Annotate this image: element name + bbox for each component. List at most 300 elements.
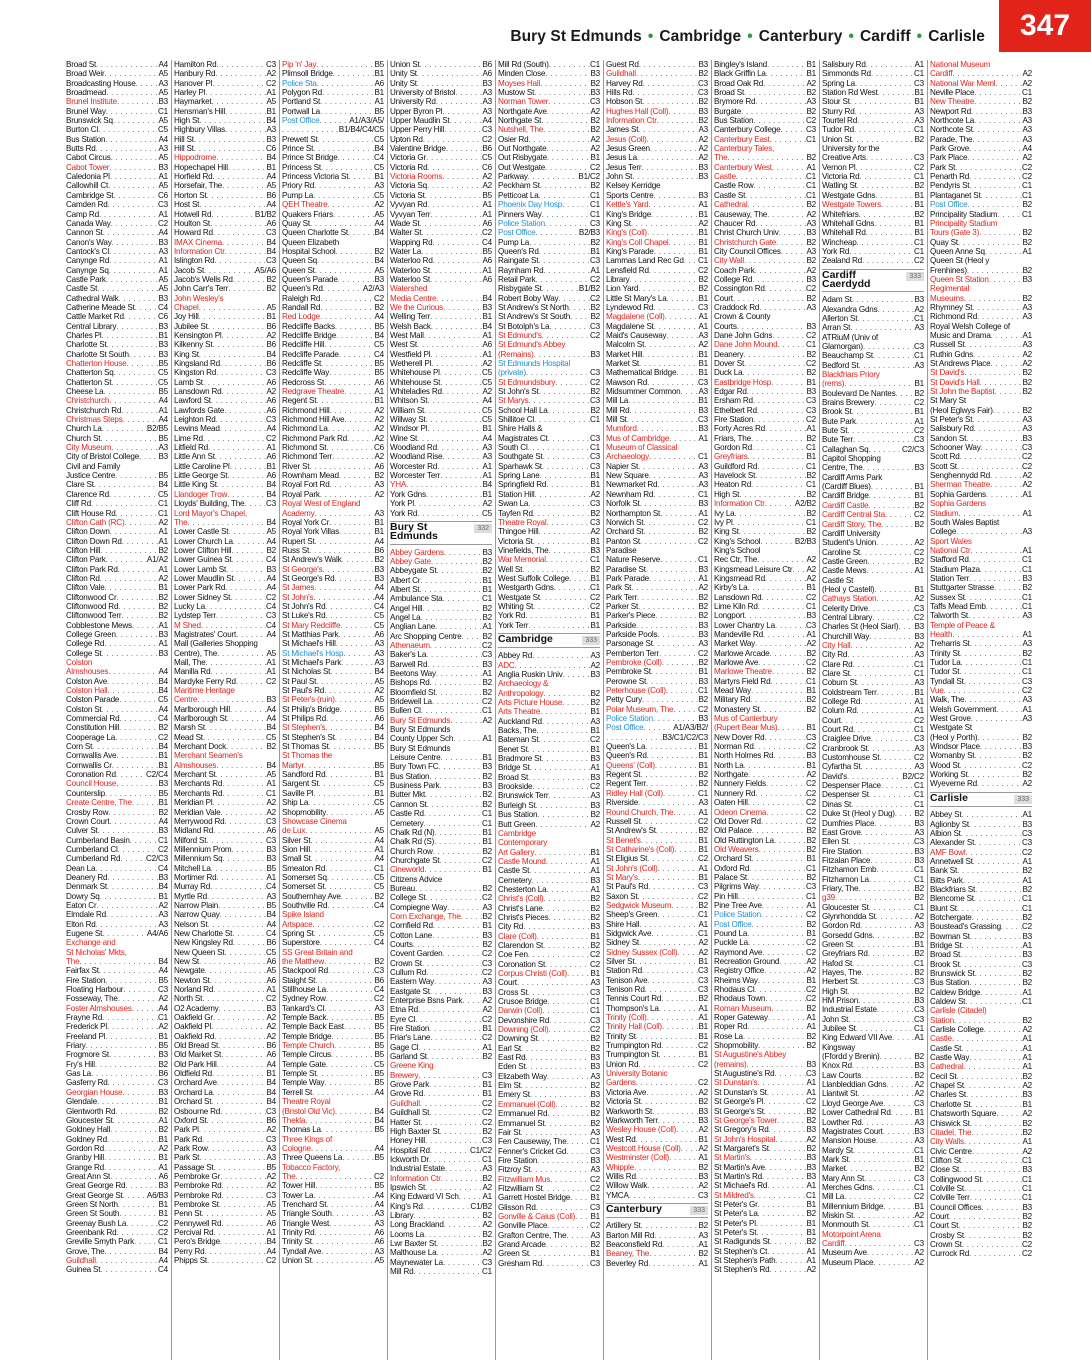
grid-reference: A5 <box>374 695 384 705</box>
entry-name: King's (Coll) <box>606 228 647 238</box>
index-entry <box>714 1237 816 1246</box>
index-entry <box>714 1032 816 1041</box>
entry-name: Station Rd West <box>822 88 878 98</box>
leader-dots <box>331 1032 374 1041</box>
leader-dots <box>339 471 375 480</box>
index-entry <box>174 854 276 863</box>
leader-dots <box>847 772 902 781</box>
entry-name: Industrial Estate <box>822 1005 877 1015</box>
index-entry <box>606 312 708 321</box>
leader-dots <box>419 219 482 228</box>
grid-reference: C2 <box>590 592 600 602</box>
leader-dots <box>530 1090 591 1099</box>
entry-name: Quakers Friars <box>282 209 333 219</box>
leader-dots <box>648 882 698 891</box>
index-entry <box>66 1200 168 1209</box>
leader-dots <box>647 135 699 144</box>
leader-dots <box>736 172 806 181</box>
grid-reference: B1 <box>158 891 168 901</box>
entry-name: Rose La <box>714 1031 743 1041</box>
entry-name: Bus Station <box>714 116 754 126</box>
leader-dots <box>764 1107 807 1116</box>
entry-name: National War Meml <box>930 78 996 88</box>
entry-name: (Ffordd y Brenin) <box>822 1052 880 1062</box>
entry-name: Pembroke Gr <box>174 1171 221 1181</box>
leader-dots <box>541 754 590 763</box>
grid-reference: B2 <box>698 1162 708 1172</box>
leader-dots <box>230 705 266 714</box>
leader-dots <box>430 1033 482 1042</box>
leader-dots <box>424 406 482 415</box>
grid-reference: A1 <box>158 405 168 415</box>
index-entry <box>390 116 492 125</box>
index-entry <box>498 509 600 518</box>
index-entry <box>606 798 708 807</box>
entry-name: Zealand Rd <box>822 256 863 266</box>
entry-name: St Edmund's Abbey <box>498 340 566 350</box>
grid-reference: B2 <box>1022 237 1032 247</box>
entry-name: Cathedral <box>930 1062 964 1072</box>
grid-reference: B2 <box>158 1059 168 1069</box>
index-entry <box>606 948 708 957</box>
index-entry <box>282 1163 384 1172</box>
entry-name: Cliff Rd <box>66 499 91 509</box>
index-entry <box>282 163 384 172</box>
grid-reference: B1 <box>374 88 384 98</box>
index-entry <box>930 810 1032 819</box>
leader-dots <box>963 1062 1022 1071</box>
leader-dots <box>761 817 806 826</box>
index-entry <box>714 1060 816 1069</box>
grid-reference: A1 <box>698 807 708 817</box>
entry-name: Chapel St <box>930 1081 964 1091</box>
index-entry <box>606 350 708 359</box>
grid-reference: B2 <box>914 1052 924 1062</box>
index-entry <box>498 88 600 97</box>
index-entry <box>714 1013 816 1022</box>
grid-reference: C2 <box>482 1033 492 1043</box>
index-entry <box>606 303 708 312</box>
grid-reference: A4 <box>266 200 276 210</box>
grid-reference: C3 <box>914 435 924 445</box>
entry-name: Silver St <box>606 957 635 966</box>
leader-dots <box>767 1181 806 1190</box>
leader-dots <box>766 779 806 788</box>
grid-reference: B3 <box>1022 433 1032 443</box>
grid-reference: C2 <box>482 968 492 977</box>
grid-reference: C5 <box>374 872 384 882</box>
index-entry <box>714 79 816 88</box>
grid-reference: B2 <box>698 695 708 705</box>
running-head-towns <box>510 28 985 46</box>
leader-dots <box>320 312 374 321</box>
index-entry <box>714 172 816 181</box>
entry-name: Museum Ave <box>822 1248 867 1258</box>
index-entry <box>174 1219 276 1228</box>
grid-reference: A2 <box>914 1080 924 1090</box>
leader-dots <box>447 903 482 912</box>
index-entry <box>930 978 1032 987</box>
grid-reference: A1 <box>698 321 708 331</box>
entry-name: Northgate <box>714 770 748 780</box>
leader-dots <box>566 1147 590 1156</box>
entry-name: Grafton Centre, The <box>498 1230 567 1240</box>
index-entry <box>714 667 816 676</box>
index-entry <box>930 499 1032 508</box>
index-entry <box>390 1071 492 1080</box>
entry-name: Fitzroy St <box>498 1165 531 1175</box>
entry-name: St John's Rd <box>282 601 326 611</box>
grid-reference: A2 <box>806 770 816 780</box>
grid-reference: A1 <box>1022 1062 1032 1072</box>
grid-reference: A1/A2 <box>146 555 168 565</box>
leader-dots <box>881 200 914 209</box>
index-entry <box>822 1089 924 1098</box>
leader-dots <box>536 1203 590 1212</box>
leader-dots <box>658 1116 699 1125</box>
leader-dots <box>222 181 266 190</box>
index-entry <box>822 60 924 69</box>
index-entry <box>822 305 924 314</box>
grid-reference: B2 <box>590 810 600 820</box>
leader-dots <box>751 920 806 929</box>
index-entry <box>282 1256 384 1265</box>
index-entry <box>606 966 708 975</box>
index-entry <box>822 529 924 538</box>
grid-reference: C2 <box>158 1227 168 1237</box>
index-entry <box>714 948 816 957</box>
entry-name: Museum Place <box>822 1257 874 1267</box>
grid-reference: B4 <box>374 144 384 154</box>
index-entry <box>606 845 708 854</box>
grid-reference: C3 <box>266 368 276 378</box>
index-entry <box>606 714 708 723</box>
index-entry <box>498 565 600 574</box>
grid-reference: A3 <box>698 461 708 471</box>
index-entry <box>66 247 168 256</box>
entry-name: Corn St <box>66 742 93 752</box>
index-entry <box>498 415 600 424</box>
leader-dots <box>335 574 375 583</box>
grid-reference: C2 <box>914 1192 924 1202</box>
leader-dots <box>205 966 267 975</box>
index-entry <box>714 555 816 564</box>
leader-dots <box>649 452 698 461</box>
index-entry <box>822 1248 924 1257</box>
grid-reference: A2 <box>590 106 600 116</box>
leader-dots <box>430 266 483 275</box>
leader-dots <box>868 1220 914 1229</box>
grid-reference: B2 <box>158 611 168 621</box>
index-entry <box>822 417 924 426</box>
leader-dots <box>858 884 914 893</box>
index-entry <box>606 116 708 125</box>
entry-name: Old Ruttington La <box>714 835 774 845</box>
index-entry <box>714 583 816 592</box>
grid-reference: C2 <box>806 284 816 294</box>
leader-dots <box>874 819 914 828</box>
leader-dots <box>662 658 699 667</box>
entry-name: Richmond La <box>282 424 328 434</box>
grid-reference: B3 <box>914 855 924 865</box>
leader-dots <box>202 994 266 1003</box>
index-entry <box>174 125 276 134</box>
index-entry <box>498 1044 600 1053</box>
grid-reference: C2 <box>590 162 600 172</box>
grid-reference: B1/B4/C4/C5 <box>338 125 384 135</box>
leader-dots <box>107 873 158 882</box>
index-entry <box>822 407 924 416</box>
index-entry <box>282 424 384 433</box>
entry-name: St James <box>282 583 315 593</box>
index-entry <box>390 200 492 209</box>
leader-dots <box>123 415 159 424</box>
entry-name: Arts Theatre <box>498 707 541 717</box>
grid-reference: B4 <box>266 480 276 490</box>
leader-dots <box>869 875 914 884</box>
grid-reference: A2 <box>806 209 816 219</box>
entry-name: Information Ctr <box>714 499 765 509</box>
leader-dots <box>544 894 591 903</box>
grid-reference: B2 <box>914 134 924 144</box>
leader-dots <box>309 462 374 471</box>
grid-reference: A3 <box>590 791 600 801</box>
entry-name: Chatterton House <box>66 359 127 368</box>
leader-dots <box>106 910 158 919</box>
grid-reference: C1 <box>1022 658 1032 667</box>
leader-dots <box>324 957 374 966</box>
entry-name: Cornfield Rd <box>390 921 433 931</box>
index-entry <box>822 107 924 116</box>
leader-dots <box>886 1080 914 1089</box>
index-entry <box>498 331 600 340</box>
leader-dots <box>315 1181 374 1190</box>
leader-dots <box>116 779 158 788</box>
grid-reference: B2 <box>590 312 600 322</box>
leader-dots <box>667 294 699 303</box>
grid-reference: C2 <box>266 1256 276 1265</box>
leader-dots <box>636 69 699 78</box>
entry-name: Magistrates' Court <box>174 629 237 639</box>
grid-reference: C3 <box>698 78 708 88</box>
leader-dots <box>748 770 807 779</box>
entry-name: Park Parade <box>606 573 649 583</box>
index-entry <box>282 350 384 359</box>
entry-name: Westminster (Coll) <box>606 1153 670 1163</box>
grid-reference: C2 <box>590 377 600 387</box>
index-entry <box>390 1015 492 1024</box>
entry-name: Charles St <box>930 1090 966 1100</box>
index-entry <box>606 135 708 144</box>
entry-name: Kingston Rd <box>174 368 217 378</box>
grid-reference: A3 <box>482 452 492 462</box>
index-entry <box>930 1137 1032 1146</box>
grid-reference: A4 <box>374 835 384 845</box>
grid-reference: C3 <box>806 125 816 135</box>
grid-reference: A1 <box>914 416 924 426</box>
grid-reference: C2 <box>806 994 816 1004</box>
entry-name: Sport Wales <box>930 536 972 546</box>
grid-reference: A4 <box>266 536 276 546</box>
entry-name: Pip 'n' Jay <box>282 60 317 69</box>
entry-name: Castle Green <box>822 556 868 566</box>
entry-name: St Philip's Bridge <box>282 704 340 714</box>
entry-name: St Andrew's Walk <box>282 555 342 565</box>
grid-reference: B2 <box>590 302 600 312</box>
index-entry <box>606 920 708 929</box>
index-entry <box>174 948 276 957</box>
grid-reference: C1 <box>914 902 924 912</box>
index-entry <box>606 88 708 97</box>
page-number: 347 <box>1019 9 1071 42</box>
leader-dots <box>111 443 158 452</box>
grid-reference: C2 <box>698 704 708 714</box>
index-entry <box>66 490 168 499</box>
grid-reference: B1 <box>698 1050 708 1060</box>
leader-dots <box>770 677 806 686</box>
entry-name: Temple Way <box>282 1078 325 1088</box>
entry-name: Lawford St <box>174 396 211 406</box>
index-entry <box>822 379 924 388</box>
entry-name: Lensfield Rd <box>606 265 649 275</box>
index-entry <box>66 733 168 742</box>
entry-name: Callaghan Sq <box>822 444 869 454</box>
leader-dots <box>427 200 482 209</box>
index-entry <box>606 247 708 256</box>
entry-name: Ivy La <box>714 508 735 518</box>
index-entry <box>498 782 600 791</box>
index-entry <box>822 1024 924 1033</box>
grid-reference: B2 <box>806 1106 816 1116</box>
index-entry <box>930 256 1032 265</box>
leader-dots <box>973 350 1022 359</box>
leader-dots <box>857 314 914 323</box>
entry-name: Victoria Rd <box>390 162 428 172</box>
grid-reference: B3 <box>698 620 708 630</box>
entry-name: Corpus Christi (Coll) <box>498 969 567 978</box>
grid-reference: A1 <box>806 629 816 639</box>
index-entry <box>66 845 168 854</box>
index-entry <box>390 284 492 293</box>
entry-name: Temple St <box>282 1069 317 1079</box>
index-entry <box>606 1060 708 1069</box>
entry-name: Sheep's Green <box>606 910 658 920</box>
grid-reference: B3 <box>374 564 384 574</box>
leader-dots <box>314 929 374 938</box>
index-entry <box>390 294 492 303</box>
index-entry <box>66 808 168 817</box>
entry-name: Artspace <box>282 919 313 929</box>
entry-name: Leisure Centre <box>390 753 441 763</box>
index-entry <box>606 686 708 695</box>
entry-name: Cantock's Cl <box>66 246 109 256</box>
index-entry <box>606 219 708 228</box>
grid-reference: C3 <box>914 78 924 88</box>
leader-dots <box>417 434 482 443</box>
grid-reference: C3 <box>806 1069 816 1079</box>
leader-dots <box>739 490 806 499</box>
entry-name: Orchard St <box>606 527 644 537</box>
index-entry <box>714 284 816 293</box>
index-entry <box>390 350 492 359</box>
leader-dots <box>766 808 806 817</box>
index-entry <box>714 181 816 190</box>
entry-name: Pennywell Rd <box>174 1218 222 1228</box>
leader-dots <box>869 632 914 641</box>
entry-name: Mill La <box>606 396 629 406</box>
entry-name: Frayne Rd <box>66 1013 103 1023</box>
index-entry <box>282 415 384 424</box>
grid-reference: C1 <box>806 891 816 901</box>
index-entry <box>714 957 816 966</box>
grid-reference: B1 <box>914 228 924 238</box>
grid-reference: B1 <box>590 969 600 978</box>
grid-reference: A4 <box>266 172 276 182</box>
entry-name: Hospital School <box>282 246 336 256</box>
grid-reference: C1 <box>806 190 816 200</box>
entry-name: Gardens <box>606 1078 636 1088</box>
entry-name: Knox Rd <box>822 1061 852 1071</box>
grid-reference: B2 <box>698 994 708 1004</box>
index-entry <box>930 848 1032 857</box>
entry-name: Boulevard De Nantes <box>822 388 896 398</box>
index-entry <box>930 885 1032 894</box>
entry-name: Emmanuel St <box>498 1118 545 1128</box>
leader-dots <box>213 228 266 237</box>
grid-reference: B3 <box>806 1059 816 1069</box>
leader-dots <box>332 1209 375 1218</box>
leader-dots <box>107 340 159 349</box>
entry-name: Queens' (Coll) <box>606 760 655 770</box>
entry-name: Prince St Bridge <box>282 153 338 163</box>
entry-name: de Lux <box>282 826 306 836</box>
entry-name: Albion St <box>930 828 961 838</box>
leader-dots <box>207 920 266 929</box>
grid-reference: A6 <box>266 1218 276 1228</box>
entry-name: Park Pl <box>174 1125 199 1135</box>
entry-name: Almshouses <box>174 760 217 770</box>
grid-reference: B3 <box>698 424 708 434</box>
leader-dots <box>304 761 375 770</box>
grid-reference: C2 <box>806 938 816 948</box>
entry-name: Broad Weir <box>66 69 105 79</box>
grid-reference: B2 <box>1022 648 1032 658</box>
entry-name: St Michael's Hosp <box>282 648 344 658</box>
entry-name: Christ's Pieces <box>498 912 549 922</box>
grid-reference: B3 <box>590 754 600 764</box>
grid-reference: A2 <box>482 996 492 1006</box>
leader-dots <box>111 378 158 387</box>
grid-reference: A3 <box>1022 125 1032 135</box>
index-entry <box>822 1080 924 1089</box>
entry-name: Castle Row <box>714 181 754 191</box>
grid-reference: B4 <box>482 480 492 490</box>
entry-name: Lower Clifton Hill <box>174 545 232 555</box>
entry-name: The <box>66 957 80 966</box>
entry-name: St Peter's (ruin) <box>282 695 335 705</box>
index-entry <box>930 415 1032 424</box>
grid-reference: C2 <box>1022 1249 1032 1259</box>
page-header <box>0 0 1091 56</box>
entry-name: (Rupert Bear Mus) <box>714 723 778 733</box>
index-entry <box>822 219 924 228</box>
leader-dots <box>427 396 482 405</box>
grid-reference: B2 <box>698 97 708 107</box>
index-entry <box>174 1237 276 1246</box>
leader-dots <box>986 490 1023 499</box>
index-entry <box>714 518 816 527</box>
entry-name: Waterloo Rd <box>390 256 433 266</box>
